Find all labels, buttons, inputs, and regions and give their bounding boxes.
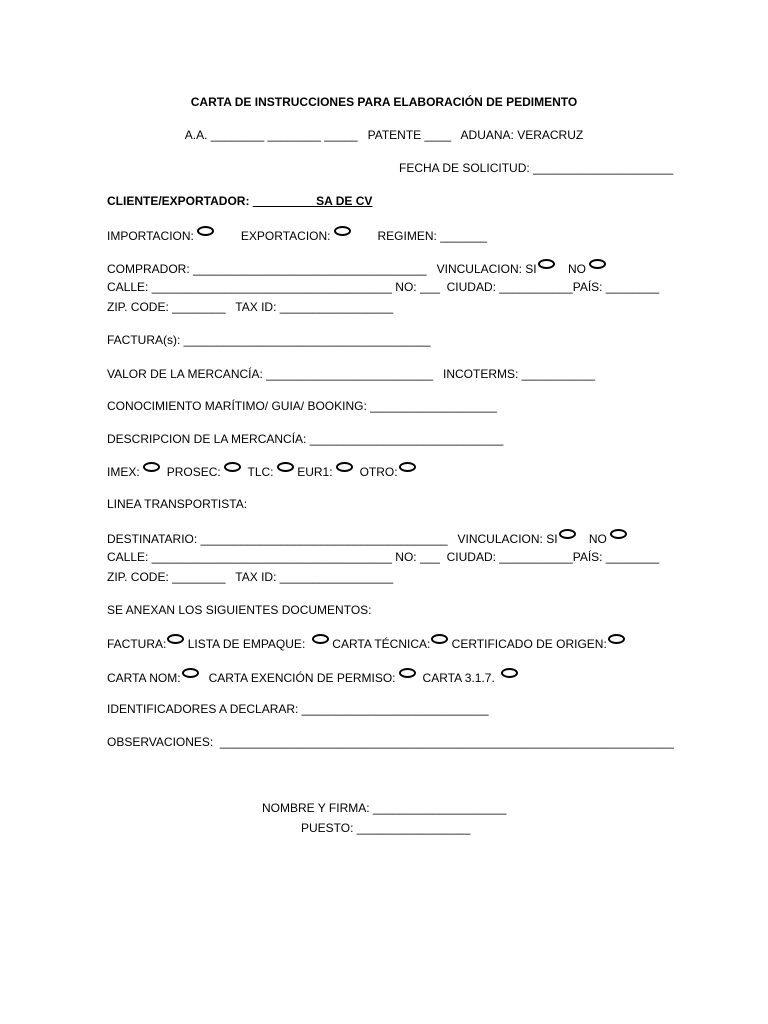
linea-transportista-line: LINEA TRANSPORTISTA: — [107, 497, 248, 511]
imex-checkbox[interactable] — [143, 462, 160, 472]
comprador-line — [107, 259, 606, 277]
doc-carta-nom-label: CARTA NOM: — [107, 671, 181, 685]
tlc-checkbox[interactable] — [277, 462, 294, 472]
observaciones-line: OBSERVACIONES: ____________________________________________________________________ — [107, 735, 674, 749]
documents-line-1 — [107, 634, 625, 652]
destinatario-field: DESTINATARIO: _____________________________________ — [107, 532, 448, 546]
vinculacion-no-checkbox-2[interactable] — [610, 529, 627, 539]
descripcion-line: DESCRIPCION DE LA MERCANCÍA: _____________________________ — [107, 432, 504, 446]
vinculacion-no-label-2: NO — [588, 532, 607, 546]
doc-factura-checkbox[interactable] — [167, 634, 184, 644]
vinculacion-si-checkbox-2[interactable] — [559, 529, 576, 539]
doc-certificado-checkbox[interactable] — [608, 634, 625, 644]
importacion-checkbox[interactable] — [197, 226, 214, 236]
aa-patente-aduana-line: A.A. ________ ________ _____ PATENTE ____ ADUANA: VERACRUZ — [184, 128, 584, 142]
nombre-firma-line: NOMBRE Y FIRMA: ____________________ — [262, 801, 507, 815]
operation-type-line — [107, 226, 487, 244]
doc-lista-label: LISTA DE EMPAQUE: — [187, 637, 306, 651]
doc-carta-317-label: CARTA 3.1.7. — [422, 671, 495, 685]
destinatario-zip-line: ZIP. CODE: ________ TAX ID: _________________ — [107, 570, 394, 584]
comprador-field: COMPRADOR: ___________________________________ — [107, 262, 427, 276]
vinculacion-si-checkbox[interactable] — [538, 259, 555, 269]
tlc-label: TLC: — [247, 465, 274, 479]
doc-carta-tecnica-label: CARTA TÉCNICA: — [332, 637, 431, 651]
eur1-checkbox[interactable] — [336, 462, 353, 472]
imex-label: IMEX: — [107, 465, 140, 479]
conocimiento-line: CONOCIMIENTO MARÍTIMO/ GUIA/ BOOKING: ___________________ — [107, 399, 497, 413]
cliente-exportador-line — [107, 193, 372, 209]
cliente-value: _________ SA DE CV — [252, 194, 373, 208]
doc-exencion-checkbox[interactable] — [399, 668, 416, 678]
puesto-line: PUESTO: _________________ — [301, 821, 471, 835]
vinculacion-no-checkbox[interactable] — [589, 259, 606, 269]
comprador-zip-line: ZIP. CODE: ________ TAX ID: _________________ — [107, 300, 394, 314]
factura-line: FACTURA(s): _____________________________________ — [107, 333, 431, 347]
otro-label: OTRO: — [359, 465, 398, 479]
doc-carta-nom-checkbox[interactable] — [182, 668, 199, 678]
documents-line-2 — [107, 668, 518, 686]
destinatario-calle-line: CALLE: ____________________________________ NO: ___ CIUDAD: ___________PAÍS: ________ — [107, 550, 660, 564]
program-type-line — [107, 462, 416, 480]
doc-lista-checkbox[interactable] — [312, 634, 329, 644]
prosec-checkbox[interactable] — [224, 462, 241, 472]
identificadores-line: IDENTIFICADORES A DECLARAR: ____________________________ — [107, 702, 489, 716]
doc-factura-label: FACTURA: — [107, 637, 167, 651]
prosec-label: PROSEC: — [166, 465, 221, 479]
doc-carta-317-checkbox[interactable] — [501, 668, 518, 678]
exportacion-label: EXPORTACION: — [240, 229, 331, 243]
regimen-field: REGIMEN: _______ — [377, 229, 487, 243]
destinatario-line — [107, 529, 627, 547]
otro-checkbox[interactable] — [399, 462, 416, 472]
eur1-label: EUR1: — [297, 465, 333, 479]
valor-incoterms-line: VALOR DE LA MERCANCÍA: _________________________ INCOTERMS: ___________ — [107, 367, 596, 381]
vinculacion-no-label: NO — [567, 262, 586, 276]
comprador-calle-line: CALLE: ____________________________________ NO: ___ CIUDAD: ___________PAÍS: ________ — [107, 280, 660, 294]
doc-exencion-label: CARTA EXENCIÓN DE PERMISO: — [208, 671, 396, 685]
doc-carta-tecnica-checkbox[interactable] — [431, 634, 448, 644]
fecha-solicitud-line: FECHA DE SOLICITUD: _____________________ — [399, 161, 674, 175]
exportacion-checkbox[interactable] — [334, 226, 351, 236]
vinculacion-label: VINCULACION: SI — [436, 262, 537, 276]
form-title: CARTA DE INSTRUCCIONES PARA ELABORACIÓN DE PEDIMENTO — [190, 95, 578, 109]
doc-certificado-label: CERTIFICADO DE ORIGEN: — [451, 637, 607, 651]
importacion-label: IMPORTACION: — [107, 229, 194, 243]
anexan-heading: SE ANEXAN LOS SIGUIENTES DOCUMENTOS: — [107, 603, 372, 617]
cliente-label: CLIENTE/EXPORTADOR: — [107, 194, 253, 208]
vinculacion-label-2: VINCULACION: SI — [457, 532, 558, 546]
